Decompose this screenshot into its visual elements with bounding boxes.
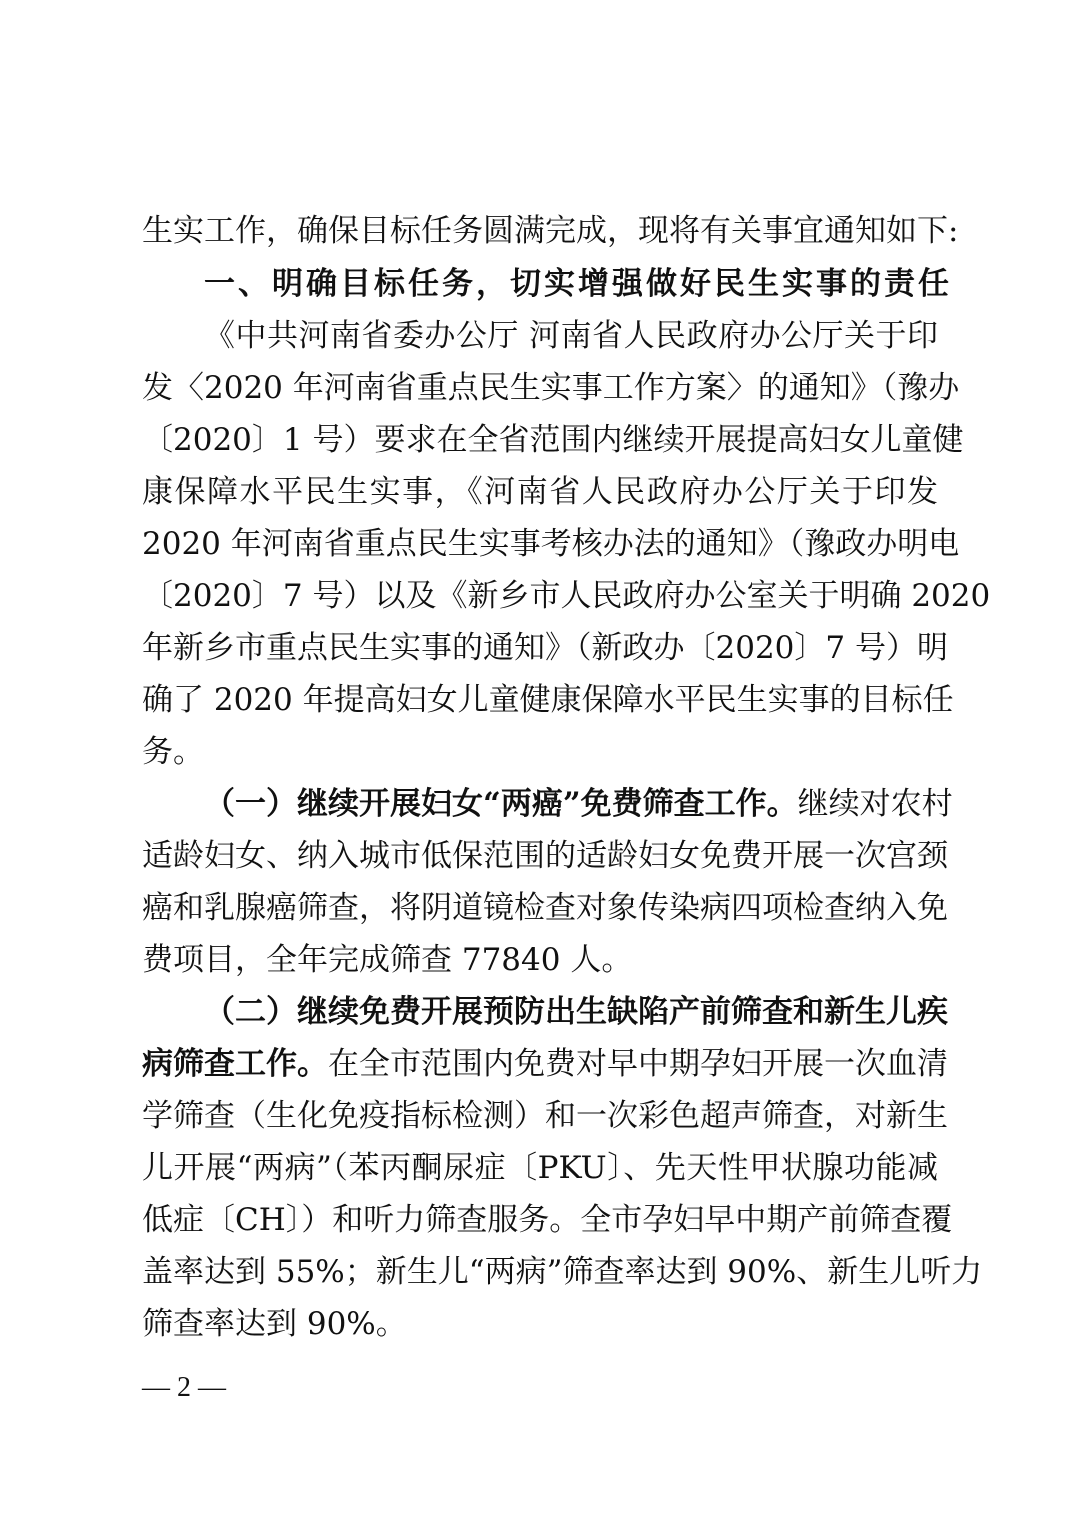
text: 〔2020〕1 号）要求在全省范围内继续开展提高妇女儿童健 xyxy=(142,422,964,458)
text: 癌和乳腺癌筛查，将阴道镜检查对象传染病四项检查纳入免 xyxy=(142,890,948,926)
text: 康保障水平民生实事，《河南省人民政府办公厅关于印发 xyxy=(142,474,938,510)
text: 务。 xyxy=(142,734,204,770)
text-line xyxy=(142,518,960,570)
text-line xyxy=(142,1194,953,1246)
text: 发〈2020 年河南省重点民生实事工作方案〉的通知》（豫办 xyxy=(142,370,960,406)
text: 继续对农村 xyxy=(797,786,953,822)
text: 学筛查（生化免疫指标检测）和一次彩色超声筛查，对新生 xyxy=(142,1098,948,1134)
text-line xyxy=(142,674,954,726)
text-line xyxy=(142,1298,938,1350)
text-line xyxy=(204,310,938,362)
heading-text: 一、明确目标任务，切实增强做好民生实事的责任 xyxy=(204,266,952,302)
text: 〔2020〕7 号）以及《新乡市人民政府办公室关于明确 2020 xyxy=(142,578,991,614)
text-line xyxy=(204,778,953,830)
text-line xyxy=(142,1090,948,1142)
text-line xyxy=(142,1142,938,1194)
text-line xyxy=(204,986,948,1038)
text: 生实工作，确保目标任务圆满完成，现将有关事宜通知如下: xyxy=(142,213,959,249)
text: 确了 2020 年提高妇女儿童健康保障水平民生实事的目标任 xyxy=(142,682,954,718)
section-heading xyxy=(204,258,952,310)
page-number: — 2 — xyxy=(142,1372,226,1403)
text-line xyxy=(142,1038,948,1090)
bold-lead: （二）继续免费开展预防出生缺陷产前筛查和新生儿疾 xyxy=(204,994,948,1030)
text-line xyxy=(142,570,991,622)
text: 筛查率达到 90%。 xyxy=(142,1306,407,1342)
bold-lead: 病筛查工作。 xyxy=(142,1046,328,1082)
text-line xyxy=(142,414,964,466)
text: 适龄妇女、纳入城市低保范围的适龄妇女免费开展一次宫颈 xyxy=(142,838,948,874)
text: 在全市范围内免费对早中期孕妇开展一次血清 xyxy=(328,1046,948,1082)
text-line xyxy=(142,726,938,778)
text: 《中共河南省委办公厅 河南省人民政府办公厅关于印 xyxy=(204,318,938,354)
text-line xyxy=(142,622,948,674)
text: 儿开展“两病”（苯丙酮尿症〔PKU〕、先天性甲状腺功能减 xyxy=(142,1150,938,1186)
text-line xyxy=(142,362,960,414)
text-line xyxy=(142,934,938,986)
bold-lead: （一）继续开展妇女“两癌”免费筛查工作。 xyxy=(204,786,798,822)
text: 低症〔CH〕）和听力筛查服务。全市孕妇早中期产前筛查覆 xyxy=(142,1202,953,1238)
text-line xyxy=(142,205,959,257)
text-line xyxy=(142,466,938,518)
text: 2020 年河南省重点民生实事考核办法的通知》（豫政办明电 xyxy=(142,526,960,562)
text-line xyxy=(142,830,948,882)
text: 费项目，全年完成筛查 77840 人。 xyxy=(142,942,633,978)
text: 年新乡市重点民生实事的通知》（新政办〔2020〕7 号）明 xyxy=(142,630,948,666)
text: 盖率达到 55%；新生儿“两病”筛查率达到 90%、新生儿听力 xyxy=(142,1254,983,1290)
text-line xyxy=(142,1246,983,1298)
text-line xyxy=(142,882,948,934)
